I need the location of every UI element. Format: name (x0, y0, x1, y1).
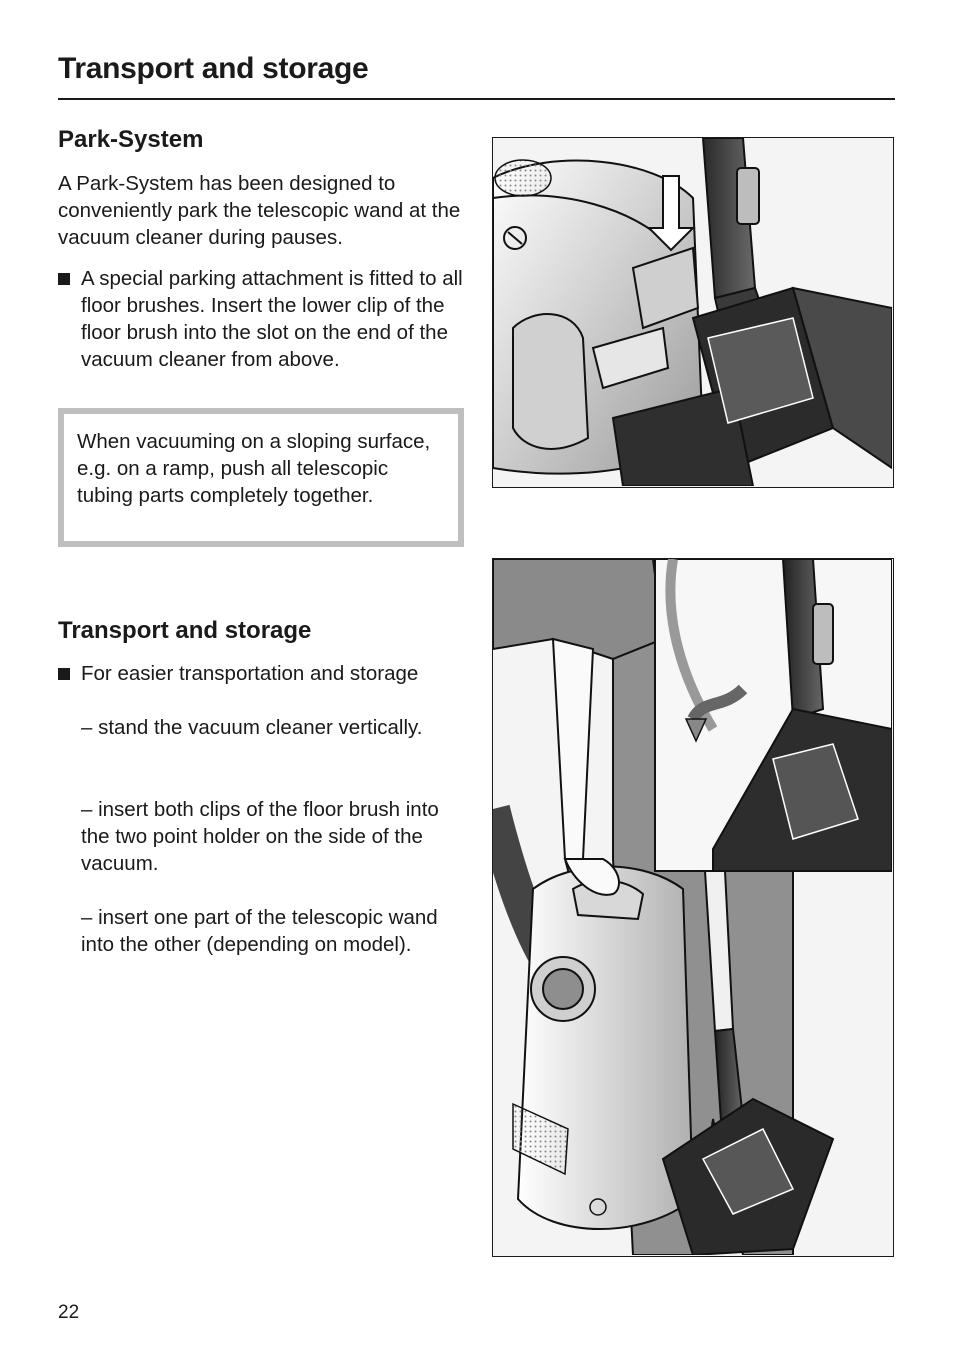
note-box (58, 408, 464, 547)
transport-step-1: – stand the vacuum cleaner vertically. (81, 716, 423, 739)
park-system-heading: Park-System (58, 126, 204, 153)
note-text: When vacuuming on a sloping surface, e.g. on a ramp, push all telescopic tubing parts completely together. (77, 430, 431, 507)
vacuum-transport-illustration (492, 558, 894, 1257)
transport-step-3: – insert one part of the telescopic wand into the other (depending on model). (81, 906, 438, 956)
page-number: 22 (58, 1302, 80, 1323)
page-title: Transport and storage (58, 52, 369, 85)
park-system-bullet (58, 265, 468, 373)
park-system-bullet-text: A special parking attachment is fitted to all floor brushes. Insert the lower clip of the floor brush into the slot on the end of the vacuum cleaner from above. (81, 267, 463, 371)
transport-step-2: – insert both clips of the floor brush into the two point holder on the side of the vacuum. (81, 798, 439, 875)
title-rule (58, 98, 895, 100)
transport-bullet-text: For easier transportation and storage (81, 662, 419, 685)
bullet-square-icon (58, 668, 70, 680)
bullet-square-icon (58, 273, 70, 285)
transport-heading: Transport and storage (58, 617, 312, 644)
transport-bullet (58, 660, 478, 687)
vacuum-park-illustration (492, 137, 894, 488)
park-system-intro: A Park-System has been designed to conveniently park the telescopic wand at the vacuum cleaner during pauses. (58, 172, 461, 249)
